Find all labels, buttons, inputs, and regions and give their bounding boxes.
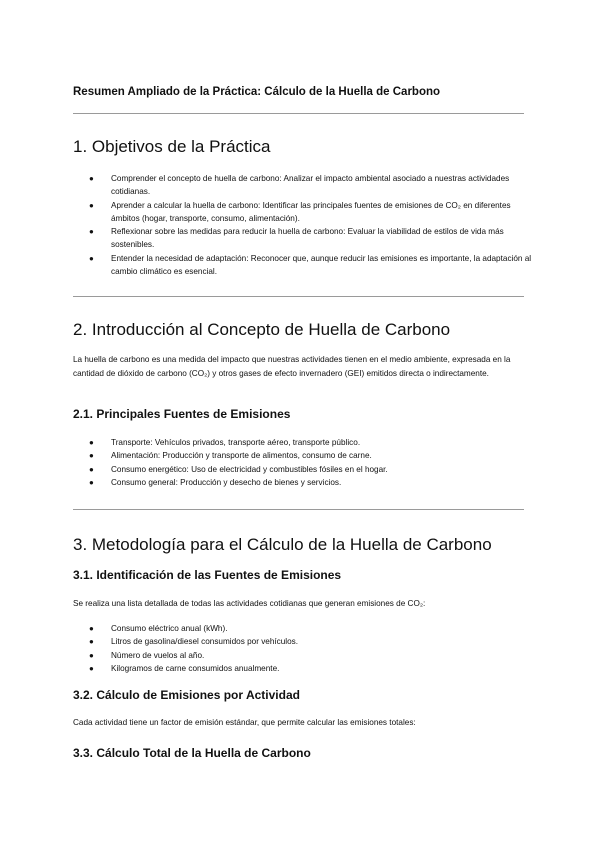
section-3-2-heading: 3.2. Cálculo de Emisiones por Actividad xyxy=(73,688,300,702)
section-3-1-heading: 3.1. Identificación de las Fuentes de Emisiones xyxy=(73,568,342,582)
section-2-1-heading: 2.1. Principales Fuentes de Emisiones xyxy=(73,407,291,421)
bullet-icon: ● xyxy=(89,650,94,660)
list-item: ● Transporte: Vehículos privados, transporte aéreo, transporte público. xyxy=(73,436,533,449)
document-title: Resumen Ampliado de la Práctica: Cálculo de la Huella de Carbono xyxy=(73,86,441,98)
section-2-paragraph: La huella de carbono es una medida del impacto que nuestras actividades tienen en el medio ambiente, expresada en la cantidad de dióxido de carbono (CO₂) y otros gases de efecto invernadero (GEI) emitidos directa o indirectamente. xyxy=(73,355,511,378)
objectives-list xyxy=(73,172,533,278)
list-item: ● Consumo eléctrico anual (kWh). xyxy=(73,622,533,635)
bullet-icon: ● xyxy=(89,663,94,673)
section-2-heading: 2. Introducción al Concepto de Huella de Carbono xyxy=(73,320,451,339)
bullet-icon: ● xyxy=(89,438,94,447)
bullet-icon: ● xyxy=(89,624,94,633)
bullet-icon: ● xyxy=(89,464,94,474)
list-item: ● Alimentación: Producción y transporte de alimentos, consumo de carne. xyxy=(73,449,533,462)
list-item: ● Consumo general: Producción y desecho de bienes y servicios. xyxy=(73,476,533,489)
bullet-icon: ● xyxy=(89,253,94,263)
bullet-icon: ● xyxy=(89,477,94,487)
bullet-icon: ● xyxy=(89,451,94,461)
activities-list xyxy=(73,622,533,675)
list-item: ● Aprender a calcular la huella de carbono: Identificar las principales fuentes de emisiones de CO₂ en diferentes ámbitos (hogar, transporte, consumo, alimentación). xyxy=(89,200,511,223)
list-item: ● Consumo energético: Uso de electricidad y combustibles fósiles en el hogar. xyxy=(73,463,533,476)
list-item: ● Número de vuelos al año. xyxy=(73,649,533,662)
section-3-heading: 3. Metodología para el Cálculo de la Huella de Carbono xyxy=(73,535,492,554)
emission-sources-list xyxy=(73,436,533,489)
list-item: ● Kilogramos de carne consumidos anualmente. xyxy=(73,662,533,675)
list-item: ● Reflexionar sobre las medidas para reducir la huella de carbono: Evaluar la viabilidad de estilos de vida más sostenibles. xyxy=(89,227,504,250)
section-1-heading: 1. Objetivos de la Práctica xyxy=(73,137,271,156)
bullet-icon: ● xyxy=(89,227,94,237)
list-item: ● Comprender el concepto de huella de carbono: Analizar el impacto ambiental asociado a nuestras actividades cotidianas. xyxy=(89,174,510,197)
section-3-2-paragraph: Cada actividad tiene un factor de emisión estándar, que permite calcular las emisiones totales: xyxy=(73,718,416,727)
bullet-icon: ● xyxy=(89,200,94,210)
divider xyxy=(73,296,524,297)
section-3-1-paragraph: Se realiza una lista detallada de todas las actividades cotidianas que generan emisiones de CO₂: xyxy=(73,599,426,608)
divider xyxy=(73,509,524,510)
section-3-3-heading: 3.3. Cálculo Total de la Huella de Carbono xyxy=(73,746,311,760)
bullet-icon: ● xyxy=(89,174,94,183)
bullet-icon: ● xyxy=(89,637,94,647)
list-item: ● Litros de gasolina/diesel consumidos por vehículos. xyxy=(73,635,533,648)
divider xyxy=(73,113,524,114)
list-item: ● Entender la necesidad de adaptación: Reconocer que, aunque reducir las emisiones es importante, la adaptación al cambio climático es esencial. xyxy=(89,253,532,277)
